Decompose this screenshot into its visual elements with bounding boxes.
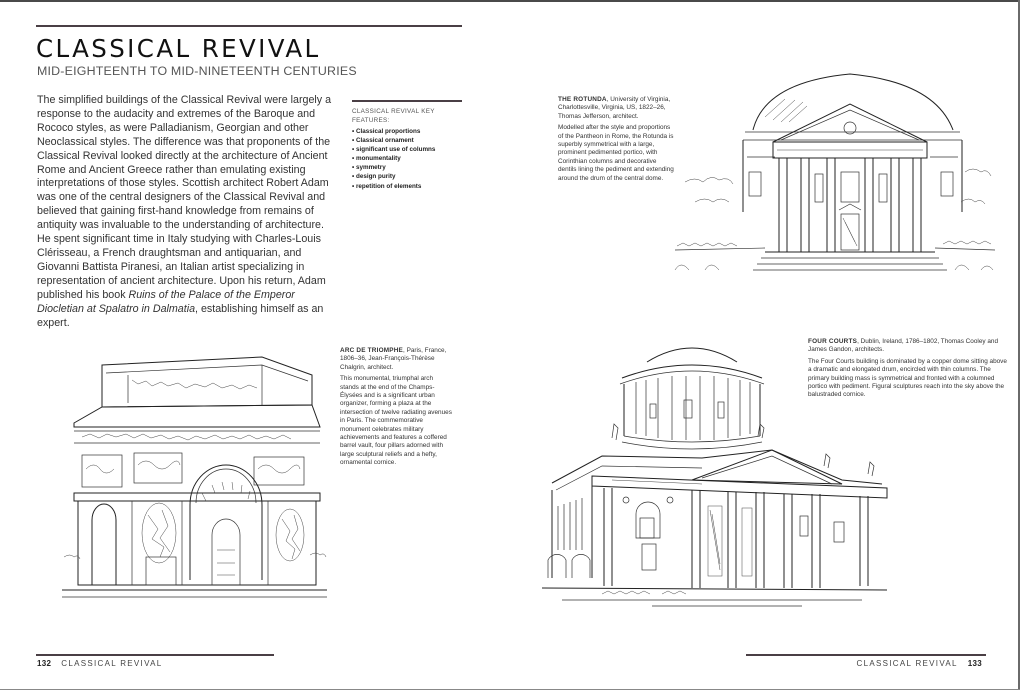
key-features-rule: [352, 100, 462, 102]
intro-paragraph: [37, 94, 337, 330]
key-feature-item: • Classical proportions: [352, 127, 472, 136]
key-feature-item: • design purity: [352, 172, 472, 181]
footer-rule-right: [746, 654, 986, 656]
key-feature-item: • repetition of elements: [352, 182, 472, 191]
running-head-right: CLASSICAL REVIVAL: [856, 659, 958, 668]
header-rule: [36, 25, 462, 27]
key-feature-item: • symmetry: [352, 163, 472, 172]
caption-details: , University of Virginia, Charlottesville, Virginia, US, 1822–26, Thomas Jefferson, architect.: [558, 96, 671, 120]
key-features-list: [352, 127, 472, 191]
caption-title: [808, 338, 1008, 355]
caption-name: ARC DE TRIOMPHE: [340, 347, 404, 354]
rotunda-caption: [558, 96, 676, 183]
caption-description: The Four Courts building is dominated by a copper dome sitting above a dramatic and elongated drum, encircled with thin columns. The primary building mass is symmetrical and fronted with a columned portico with pediment. Figural sculptures reach into the sky above the balustraded cornice.: [808, 357, 1007, 399]
running-head-left: CLASSICAL REVIVAL: [61, 659, 163, 668]
key-feature-item: • significant use of columns: [352, 145, 472, 154]
rotunda-sketch-icon: [665, 62, 1000, 277]
caption-title: [558, 96, 676, 121]
key-feature-item: • Classical ornament: [352, 136, 472, 145]
intro-text: The simplified buildings of the Classical Revival were largely a response to the audacity and extremes of the Baroque and Rococo styles, as were Palladianism, Georgian and other Neoclassical styles. The difference was that proponents of the Classical Revival looked directly at the architecture of Ancient Rome and Ancient Greece rather than emulating existing interpretations of those styles. Scottish architect Robert Adam was one of the central designers of the Classical Revival and believed that gaining first-hand knowledge from remains of antiquity was invaluable to the understanding of architecture. He spent significant time in Italy studying with Charles-Louis Clérisseau, a French draughtsman and antiquarian, and Giovanni Battista Piranesi, an Italian artist specializing in representation of ancient architecture. Upon his return, Adam published his book: [37, 94, 332, 301]
page-number-right: 133: [967, 659, 982, 668]
footer-right: [857, 659, 983, 668]
caption-details: , Dublin, Ireland, 1786–1802, Thomas Cooley and James Gandon, architects.: [808, 338, 999, 354]
rotunda-illustration: [665, 62, 1000, 277]
footer-rule-left: [36, 654, 274, 656]
caption-name: FOUR COURTS: [808, 338, 858, 345]
caption-details: , Paris, France, 1806–36, Jean-François-Thérèse Chalgrin, architect.: [340, 347, 447, 371]
key-feature-item: • monumentality: [352, 154, 472, 163]
caption-title: [340, 347, 452, 372]
key-features-box: [352, 108, 472, 191]
key-features-heading: CLASSICAL REVIVAL KEY FEATURES:: [352, 108, 435, 124]
arc-de-triomphe-caption: [340, 347, 452, 468]
caption-name: THE ROTUNDA: [558, 96, 607, 103]
page-title: CLASSICAL REVIVAL: [36, 34, 321, 63]
page-number-left: 132: [37, 659, 52, 668]
footer-left: [37, 659, 163, 668]
book-title: Ruins of the Palace of the Emperor Diocletian at Spalatro in Dalmatia: [37, 288, 295, 315]
arc-de-triomphe-illustration: [62, 335, 327, 607]
four-courts-caption: [808, 338, 1008, 400]
caption-description: This monumental, triumphal arch stands at the end of the Champs-Élysées and is a significant urban organizer, forming a plaza at the intersection of twelve radiating avenues in Paris. The commemorative monument celebrates military achievements and features a coffered barrel vault, four pillars adorned with large sculptural reliefs and a hefty, ornamental cornice.: [340, 375, 452, 467]
caption-description: Modelled after the style and proportions of the Pantheon in Rome, the Rotunda is superbly symmetrical with a large, prominent pedimented portico, with Corinthian columns and decorative dentils lining the pediment and extending around the drum of the central dome.: [558, 124, 674, 182]
page-subtitle: MID-EIGHTEENTH TO MID-NINETEENTH CENTURIES: [37, 64, 357, 78]
arc-sketch-icon: [62, 335, 327, 607]
intro-text-end: , establishing himself as an expert.: [37, 302, 324, 329]
page-top-edge: [0, 0, 1020, 2]
